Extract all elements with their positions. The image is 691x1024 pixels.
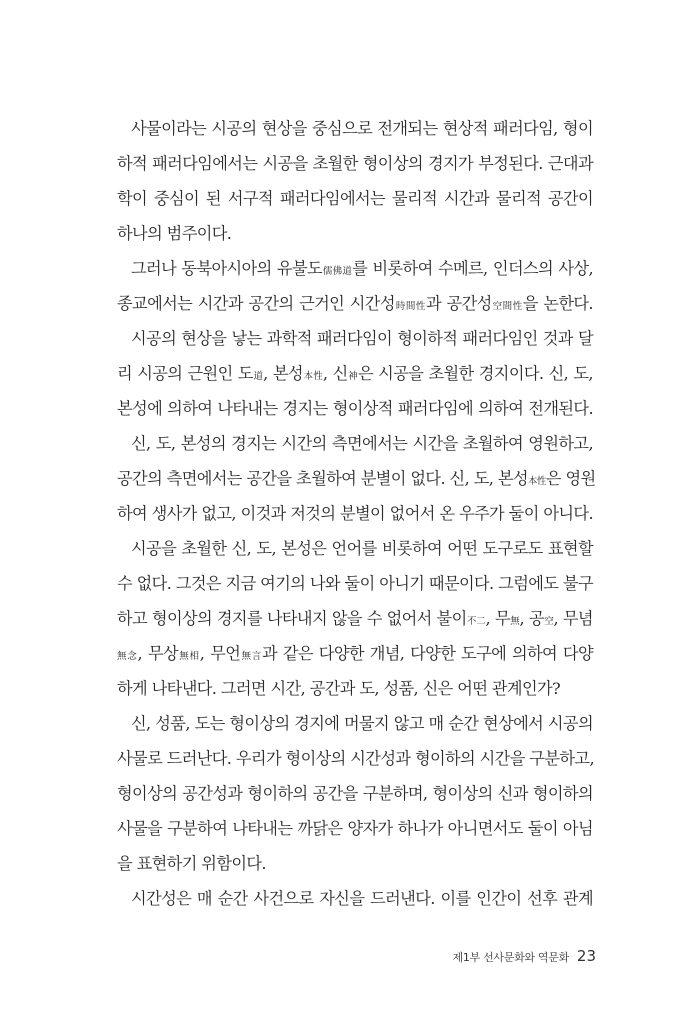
text-line [117,426,593,461]
text-line [117,216,593,251]
text-segment: 그러나 동북아시아의 유불도 [131,259,323,278]
text-segment: 을 논한다. [522,294,593,313]
text-line [117,776,593,811]
text-segment: , 무념 [553,609,593,628]
text-line [117,531,593,566]
text-segment: 리 시공의 근원인 도 [117,364,253,383]
hanja-gloss: 本性 [302,371,323,382]
text-line [117,286,593,321]
page-number: 23 [576,947,596,965]
text-line [117,741,593,776]
text-line [117,636,593,671]
hanja-gloss: 無相 [177,651,200,662]
text-line [117,321,593,356]
text-segment: 공간의 측면에서는 공간을 초월하여 분별이 없다. 신, 도, 본성 [117,469,528,488]
text-segment: 학이 중심이 된 서구적 패러다임에서는 물리적 시간과 물리적 공간이 [117,189,593,208]
text-line [117,356,593,391]
text-segment: 은 영원 [545,469,596,488]
text-line [117,811,593,846]
text-line [117,601,593,636]
hanja-gloss: 空間性 [491,301,523,312]
text-segment: , 신 [322,364,348,383]
chapter-title: 제1부 선사문화와 역문화 [452,951,569,964]
text-segment: 을 표현하기 위함이다. [117,854,266,873]
text-segment: , 공 [519,609,544,628]
text-line [117,461,596,496]
text-line [117,671,593,706]
text-segment: 하나의 범주이다. [117,224,232,243]
text-segment: 시간성은 매 순간 사건으로 자신을 드러낸다. 이를 인간이 선후 관계 [131,889,593,908]
body-text [117,111,596,916]
hanja-gloss: 儒佛道 [322,266,353,277]
text-line [117,706,593,741]
text-segment: 를 비롯하여 수메르, 인더스의 사상, [352,259,593,278]
text-segment: 사물을 구분하여 나타내는 까닭은 양자가 하나가 아니면서도 둘이 아님 [117,819,593,838]
text-segment: , 무상 [137,644,178,663]
text-line [117,111,593,146]
text-line [117,566,593,601]
text-segment: 과 공간성 [425,294,492,313]
text-segment: 사물로 드러난다. 우리가 형이상의 시간성과 형이하의 시간을 구분하고, [117,749,594,768]
hanja-gloss: 時間性 [394,301,426,312]
text-segment: 사물이라는 시공의 현상을 중심으로 전개되는 현상적 패러다임, 형이 [131,119,593,138]
text-segment: , 무언 [199,644,241,663]
text-segment: 신, 도, 본성의 경지는 시간의 측면에서는 시간을 초월하여 영원하고, [131,434,593,453]
text-line [117,881,593,916]
text-segment: 하여 생사가 없고, 이것과 저것의 분별이 없어서 온 우주가 둘이 아니다. [117,504,593,523]
text-line [117,846,593,881]
text-segment: 과 같은 다양한 개념, 다양한 도구에 의하여 다양 [262,644,593,663]
text-segment: 신, 성품, 도는 형이상의 경지에 머물지 않고 매 순간 현상에서 시공의 [131,714,593,733]
text-segment: 종교에서는 시간과 공간의 근거인 시간성 [117,294,395,313]
text-segment: 하게 나타낸다. 그러면 시간, 공간과 도, 성품, 신은 어떤 관계인가? [117,679,561,698]
text-segment: 하고 형이상의 경지를 나타내지 않을 수 없어서 불이 [117,609,467,628]
hanja-gloss: 無 [509,616,520,627]
text-segment: , 무 [485,609,510,628]
hanja-gloss: 無念 [117,651,138,662]
text-segment: 시공의 현상을 낳는 과학적 패러다임이 형이하적 패러다임인 것과 달 [131,329,593,348]
text-segment: , 본성 [263,364,303,383]
text-line [117,391,593,426]
hanja-gloss: 道 [252,371,264,382]
text-segment: 수 없다. 그것은 지금 여기의 나와 둘이 아니기 때문이다. 그럼에도 불구 [117,574,593,593]
text-segment: 형이상의 공간성과 형이하의 공간을 구분하며, 형이상의 신과 형이하의 [117,784,593,803]
text-segment: 시공을 초월한 신, 도, 본성은 언어를 비롯하여 어떤 도구로도 표현할 [131,539,593,558]
text-line [117,251,593,286]
hanja-gloss: 空 [543,616,554,627]
text-segment: 은 시공을 초월한 경지이다. 신, 도, [357,364,593,383]
text-segment: 하적 패러다임에서는 시공을 초월한 형이상의 경지가 부정된다. 근대과 [117,154,593,173]
text-line [117,496,593,531]
hanja-gloss: 神 [347,371,358,382]
text-segment: 본성에 의하여 나타내는 경지는 형이상적 패러다임에 의하여 전개된다. [117,399,593,418]
hanja-gloss: 本性 [527,476,546,487]
text-line [117,181,593,216]
hanja-gloss: 無言 [240,651,263,662]
hanja-gloss: 不二 [466,616,486,627]
text-line [117,146,593,181]
running-footer [453,947,596,965]
